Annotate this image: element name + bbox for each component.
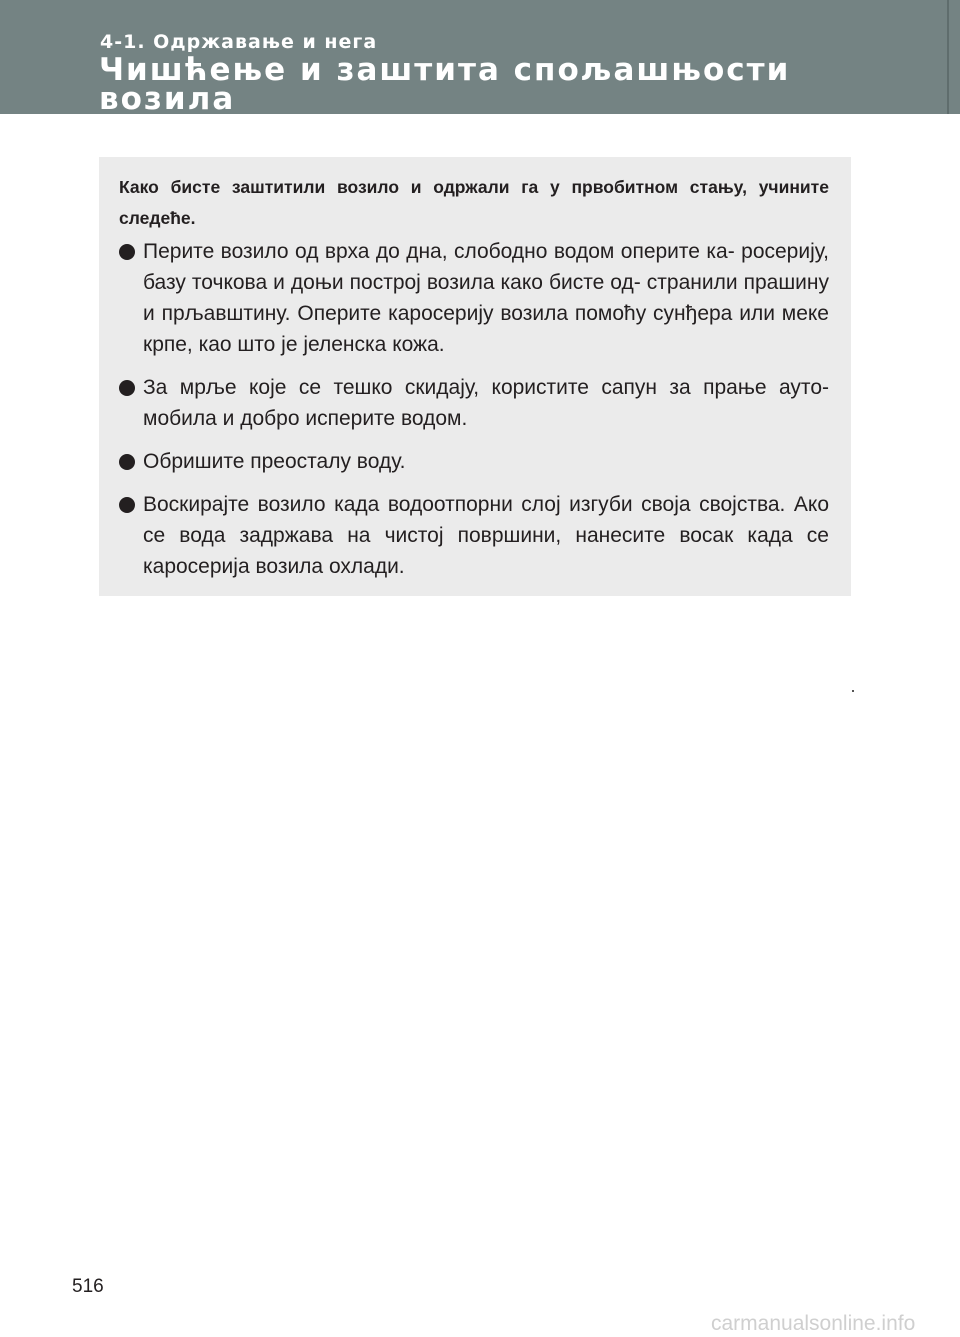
list-item-text: Воскирајте возило када водоотпорни слој изгуби своја својства. Ако се вода задржава на чистој површини, нанесите восак када се каросерија возила охлади.	[143, 493, 829, 578]
list-item-text: Обришите преосталу воду.	[143, 450, 406, 473]
list-item-text: За мрље које се тешко скидају, користите сапун за прање ауто- мобила и добро исперите водом.	[143, 376, 829, 430]
page-number: 516	[72, 1276, 104, 1297]
list-item	[119, 372, 829, 434]
print-speck	[852, 690, 854, 692]
section-title: 4-1. Одржавање и нега	[100, 31, 378, 53]
list-item	[119, 446, 829, 477]
header-tab-divider	[947, 0, 949, 114]
info-box	[99, 157, 851, 596]
bullet-dot-icon	[119, 454, 135, 470]
bullet-list	[119, 236, 829, 582]
bullet-dot-icon	[119, 497, 135, 513]
watermark: carmanualsonline.info	[711, 1312, 916, 1335]
list-item	[119, 489, 829, 582]
bullet-dot-icon	[119, 380, 135, 396]
list-item-text: Перите возило од врха до дна, слободно водом оперите ка- росерију, базу точкова и доњи построј возила како бисте од- странили прашину и прљавштину. Оперите каросерију возила помоћу сунђера или меке крпе, као што је јеленска кожа.	[143, 240, 829, 356]
page-title: Чишћење и заштита спољашњости возила	[99, 52, 791, 117]
list-item	[119, 236, 829, 360]
bullet-dot-icon	[119, 244, 135, 260]
info-intro: Како бисте заштитили возило и одржали га у првобитном стању, учините следеће.	[119, 177, 829, 228]
